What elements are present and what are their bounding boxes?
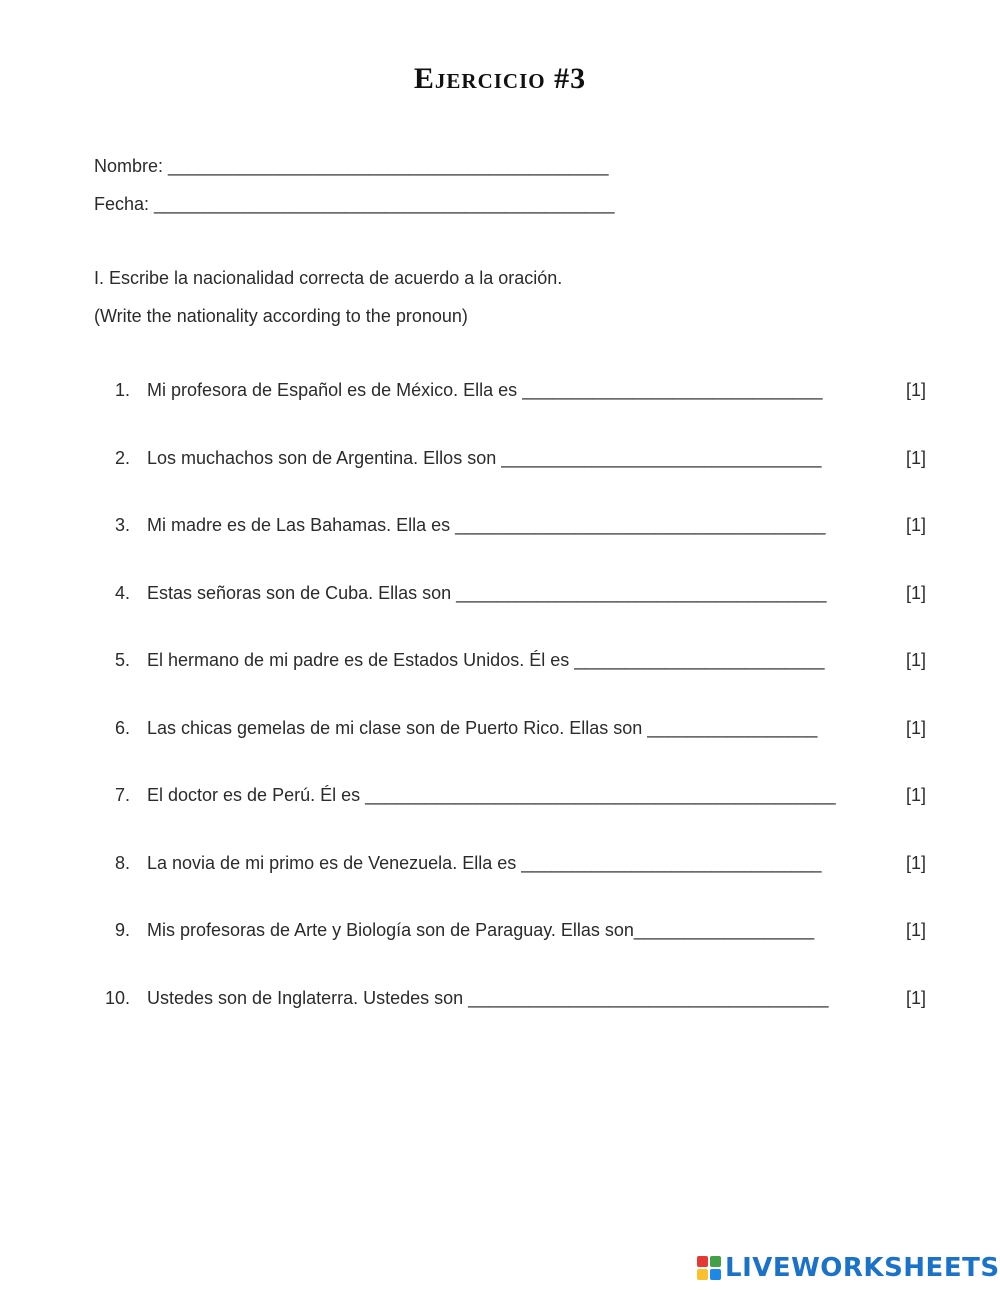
question-text: Los muchachos son de Argentina. Ellos son ________________________________ [147,447,822,468]
question-number: 10. [104,987,130,1008]
question-text: Estas señoras son de Cuba. Ellas son _____________________________________ [147,582,827,603]
question-number: 6. [114,717,130,738]
question-number: 7. [114,785,130,805]
question-points: [1] [906,987,927,1008]
question-number: 4. [114,582,130,603]
question-text: La novia de mi primo es de Venezuela. Ella es ______________________________ [147,852,822,873]
question-number: 9. [114,920,130,940]
question-points: [1] [906,515,927,535]
instructions-spanish: I. Escribe la nacionalidad correcta de acuerdo a la oración. [94,268,563,288]
date-field: Fecha: ______________________________________________ [94,194,615,214]
question-text: Mi madre es de Las Bahamas. Ella es _____________________________________ [147,515,826,535]
question-number: 2. [114,447,130,468]
question-number: 3. [114,515,130,535]
logo-blocks-icon [697,1256,721,1280]
worksheet-title: Ejercicio #3 [413,62,587,95]
name-field: Nombre: ____________________________________________ [94,156,609,176]
question-number: 5. [114,650,130,670]
question-number: 1. [114,380,130,400]
question-text: Ustedes son de Inglaterra. Ustedes son ____________________________________ [147,987,829,1008]
question-text: El hermano de mi padre es de Estados Unidos. Él es _________________________ [147,650,825,670]
question-points: [1] [906,920,927,940]
question-text: Mis profesoras de Arte y Biología son de Paraguay. Ellas son__________________ [147,920,815,940]
question-text: Las chicas gemelas de mi clase son de Puerto Rico. Ellas son _________________ [147,717,818,738]
question-text: El doctor es de Perú. Él es _______________________________________________ [147,785,836,805]
question-points: [1] [906,717,927,738]
question-points: [1] [906,650,927,670]
instructions-english: (Write the nationality according to the pronoun) [94,306,468,326]
question-text: Mi profesora de Español es de México. Ella es ______________________________ [147,380,823,400]
liveworksheets-logo [697,1253,1000,1283]
question-points: [1] [906,785,927,805]
question-number: 8. [114,852,130,873]
question-points: [1] [906,380,927,400]
question-points: [1] [906,852,927,873]
question-points: [1] [906,582,927,603]
question-points: [1] [906,447,927,468]
logo-text: LIVEWORKSHEETS [725,1253,1000,1283]
